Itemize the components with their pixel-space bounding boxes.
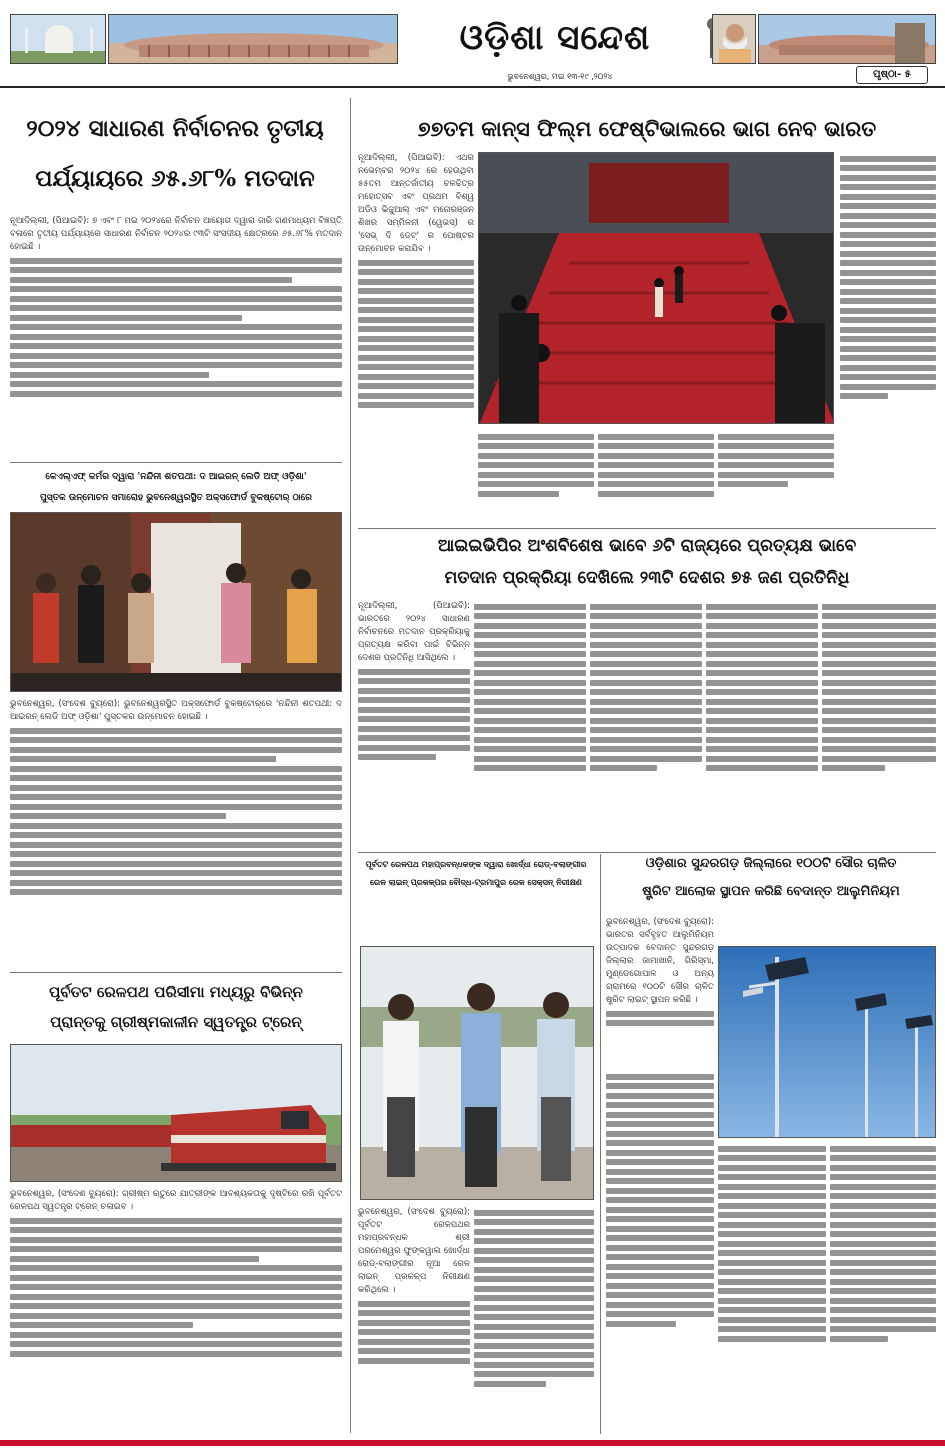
election-headline-2: ପର୍ଯ୍ୟାୟରେ ୬୫.୬୮% ମତଦାନ (35, 165, 315, 192)
observers-body-col2 (474, 600, 586, 850)
inspection-lead: ଭୁବନେଶ୍ୱର, (ସଂଦେଶ ବ୍ୟୁରୋ): ପୂର୍ବତଟ ରେଳପଥର ମହାପ୍ରବନ୍ଧକ ଶ୍ରୀ ପରମେଶ୍ୱର ଫୁଙ୍କୱାଲ ଖୋର୍ଦ୍ଧା ରୋଡ୍-ବଲାଙ୍ଗୀର ନୂଆ ରେଳ ଲାଇନ୍ ପ୍ରକଳ୍ପ ନିରୀକ୍ଷଣ କରିଥିଲେ । (358, 1207, 470, 1295)
election-headline-1: ୨୦୨୪ ସାଧାରଣ ନିର୍ବାଚନର ତୃତୀୟ (26, 115, 324, 142)
observers-body-col5 (822, 600, 936, 850)
trains-body (10, 1188, 342, 1432)
inspection-headline-1: ପୂର୍ବତଟ ରେଳପଥ ମହାପ୍ରବନ୍ଧକଙ୍କ ଦ୍ୱାରା ଖୋର୍ଦ୍ଧା ରୋଡ୍-ବଲାଙ୍ଗୀର (365, 859, 587, 869)
cannes-body-col3 (598, 430, 714, 524)
cannes-body-col5 (840, 152, 936, 524)
observers-headline-2: ମତଦାନ ପ୍ରକ୍ରିୟା ଦେଖିଲେ ୨୩ଟି ଦେଶର ୭୫ ଜଣ ପ୍ରତିନିଧି (444, 568, 850, 588)
observers-headline-1: ଆଇଇଭିପିର ଅଂଶବିଶେଷ ଭାବେ ୬ଟି ରାଜ୍ୟରେ ପ୍ରତ୍ୟକ୍ଷ ଭାବେ (437, 536, 857, 556)
column-rule (350, 98, 351, 1433)
inspection-body-col1 (358, 1206, 470, 1434)
observers-body-col4 (706, 600, 818, 850)
cannes-red-carpet-photo (478, 152, 834, 424)
cannes-headline: ୭୭ତମ କାନ୍ସ ଫିଲ୍ମ ଫେଷ୍ଟିଭାଲରେ ଭାଗ ନେବ ଭାରତ (417, 116, 877, 141)
dateline: ଭୁବନେଶ୍ୱର, ମଇ ୧୩-୧୯ ,୨୦୨୪ (507, 72, 613, 81)
divider (10, 972, 342, 973)
book-launch-photo (10, 512, 342, 692)
solar-headline-1: ଓଡ଼ିଶାର ସୁନ୍ଦରଗଡ଼ ଜିଲ୍ଲାରେ ୧୦୦ଟି ସୌର ଚାଳିତ (645, 856, 897, 871)
masthead-title: ଓଡ଼ିଶା ସନ୍ଦେଶ (459, 18, 651, 58)
book-body (10, 698, 342, 966)
observers-lead: ନୂଆଦିଲ୍ଲୀ, (ପିଆଇବି): ଭାରତରେ ୨୦୨୪ ସାଧାରଣ ନିର୍ବାଚନରେ ମତଦାନ ପ୍ରକ୍ରିୟାକୁ ପ୍ରତ୍ୟକ୍ଷ କରିବା ପାଇଁ ବିଭିନ୍ନ ଦେଶର ପ୍ରତିନିଧି ଆସିଥିଲେ । (358, 601, 470, 663)
cannes-body-col4 (718, 430, 834, 524)
divider (358, 528, 936, 529)
parliament-photo-right (758, 14, 936, 64)
solar-headline-2: ଷ୍ଟ୍ରିଟ ଆଲୋକ ସ୍ଥାପନ କରିଛି ବେଦାନ୍ତ ଆଲୁମିନିୟମ (642, 884, 900, 899)
solar-body-col1 (606, 916, 714, 1066)
solar-body-col1b (606, 1070, 714, 1434)
solar-streetlight-photo (718, 946, 936, 1138)
inspection-photo (360, 946, 594, 1200)
trains-headline-2: ପ୍ରାନ୍ତକୁ ଗ୍ରୀଷ୍ମକାଳୀନ ସ୍ୱତନ୍ତ୍ର ଟ୍ରେନ୍ (50, 1013, 302, 1031)
trains-headline-1: ପୂର୍ବତଟ ରେଳପଥ ପରିସୀମା ମଧ୍ୟରୁ ବିଭିନ୍ନ (49, 983, 303, 1001)
election-body (10, 215, 342, 455)
observers-body-col1 (358, 600, 470, 850)
solar-lead: ଭୁବନେଶ୍ୱର, (ସଂଦେଶ ବ୍ୟୁରୋ): ଭାରତର ସର୍ବବୃହତ ଆଲୁମିନିୟମ ଉତ୍ପାଦକ ବେଦାନ୍ତ ସୁନ୍ଦରଗଡ଼ ଜିଲ୍ଲାର ଜାମାଖାନି, ଗିରିସ୍ମା, ମୁଣ୍ଡେଗୋପାଳ ଓ ଅନ୍ୟ ଗ୍ରାମରେ ୧୦୦ଟି ସୌର ଚାଳିତ ଷ୍ଟ୍ରିଟ ଲାଇଟ୍ ସ୍ଥାପନ କରିଛି । (606, 917, 714, 1005)
inspection-body-col2 (474, 1206, 594, 1434)
divider (10, 462, 342, 463)
monument-photo (10, 14, 106, 64)
observers-body-col3 (590, 600, 702, 850)
column-rule (600, 854, 601, 1434)
cannes-body-col1 (358, 152, 474, 524)
train-photo (10, 1044, 342, 1182)
parliament-photo (108, 14, 398, 64)
inspection-headline-2: ରେଳ ଲାଇନ୍ ପ୍ରକଳ୍ପର ବୌଦ୍ଧ-ଟ୍ରମାପୁର ରେଳ ସେକ୍ସନ୍ ନିରୀକ୍ଷଣ (370, 877, 582, 887)
book-lead: ଭୁବନେଶ୍ୱର, (ସଂଦେଶ ବ୍ୟୁରୋ): ଭୁବନେଶ୍ୱରସ୍ଥିତ ଅକ୍ସଫୋର୍ଡ ବୁକଷ୍ଟୋର୍‌ରେ 'ନନ୍ଦିନୀ ଶତପଥୀ: ଦ ଆଇରନ୍ ଲେଡି ଅଫ୍ ଓଡ଼ିଶା' ପୁସ୍ତକର ଉନ୍ମୋଚନ ହୋଇଛି । (10, 699, 342, 722)
election-lead: ନୂଆଦିଲ୍ଲୀ, (ପିଆଇବି): ୭ ଏବଂ ୮ ମଇ ୨୦୨୪ରେ ନିର୍ବାଚନ ଆୟୋଗ ଦ୍ୱାରା ଜାରି ଗଣମାଧ୍ୟମ ବିଜ୍ଞପ୍ତି ବଳାରେ ତୃତୀୟ ପର୍ଯ୍ୟାୟରେ ସାଧାରଣ ନିର୍ବାଚନ ୨୦୨୪ର ୯୩ଟି ସଂସଦୀୟ କ୍ଷେତ୍ରରେ ୬୫.୬୮% ମତଦାନ ହୋଇଛି । (10, 216, 342, 252)
portrait-photo (712, 14, 756, 64)
masthead (0, 0, 945, 88)
book-headline-1: କେଏଲ୍‌ଏଫ୍ କର୍ମର ଦ୍ୱାରା 'ନନ୍ଦିନୀ ଶତପଥୀ: ଦ ଆଇରନ୍ ଲେଡି ଅଫ୍ ଓଡ଼ିଶା' (45, 472, 307, 482)
book-headline-2: ପୁସ୍ତକ ଉନ୍ମୋଚନ ସମାରୋହ ଭୁବନେଶ୍ୱରସ୍ଥିତ ଅକ୍ସଫୋର୍ଡ ବୁକଷ୍ଟୋର୍ ଠାରେ (40, 493, 312, 503)
cannes-lead: ନୂଆଦିଲ୍ଲୀ, (ପିଆଇବି): ଏଥର ନଭେମ୍ବର ୨୦୨୪ ରେ ହେଉଥିବା ୫୫ତମ ଆନ୍ତର୍ଜାତୀୟ ଚଳଚ୍ଚିତ୍ର ମହୋତ୍ସବ ଏବଂ ପ୍ରଥମ ବିଶ୍ୱ ଅଡିଓ ଭିଜୁଆଲ୍ ଏବଂ ମନୋରଞ୍ଜନ ଶିଖର ସମ୍ମିଳନୀ (ୱେଭସ୍) ର 'ସେଭ୍ ଦି ଡେଟ୍' ର ପୋଷ୍ଟର ଉନ୍ମୋଚନ କରାଯିବ । (358, 153, 474, 254)
footer-accent-bar (0, 1440, 945, 1446)
solar-body-col3 (830, 1142, 936, 1434)
cannes-body-col2 (478, 430, 594, 524)
solar-body-col2 (718, 1142, 826, 1434)
trains-lead: ଭୁବନେଶ୍ୱର, (ସଂଦେଶ ବ୍ୟୁରୋ): ଗ୍ରୀଷ୍ମ ଋତୁରେ ଯାତ୍ରୀଙ୍କ ଆବଶ୍ୟକତାକୁ ଦୃଷ୍ଟିରେ ରଖି ପୂର୍ବତଟ ରେଳପଥ ସ୍ୱତନ୍ତ୍ର ଟ୍ରେନ୍ ଚଳାଇବ । (10, 1189, 342, 1212)
page-number-badge: ପୃଷ୍ଠା- ୫ (856, 66, 928, 84)
